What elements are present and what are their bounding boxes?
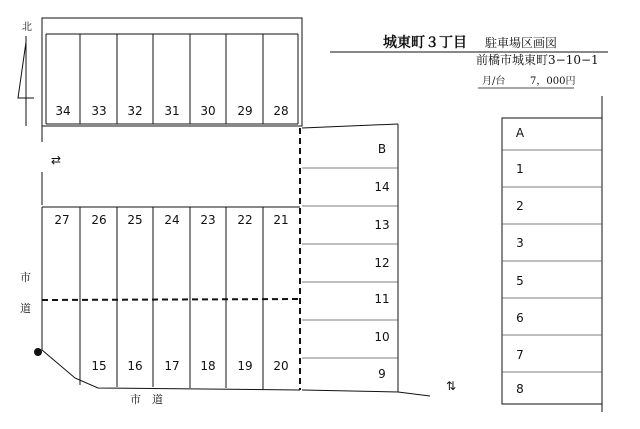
map-address: 前橋市城東町3−10−1 bbox=[476, 53, 599, 67]
middle-row-labels bbox=[54, 213, 288, 227]
lot-number: 8 bbox=[516, 382, 524, 396]
lot-number: 34 bbox=[55, 104, 71, 118]
lot-number: 32 bbox=[127, 104, 143, 118]
map-title: 城東町３丁目 bbox=[383, 35, 467, 51]
lot-number: 20 bbox=[273, 359, 289, 373]
lot-number: 22 bbox=[237, 213, 253, 227]
south-road-label: 市 道 bbox=[130, 393, 163, 406]
lot-number: 21 bbox=[273, 213, 289, 227]
lot-number: 1 bbox=[516, 162, 524, 176]
lot-number: 29 bbox=[237, 104, 253, 118]
lot-number: 6 bbox=[516, 311, 524, 325]
lot-number: 17 bbox=[164, 359, 180, 373]
lot-number: 3 bbox=[516, 236, 524, 250]
lot-number: 16 bbox=[127, 359, 143, 373]
north-label: 北 bbox=[22, 22, 32, 33]
lot-number: 18 bbox=[200, 359, 216, 373]
center-column-labels bbox=[374, 142, 389, 381]
entry-arrow-icon: ⇄ bbox=[51, 153, 62, 167]
lot-number: 26 bbox=[91, 213, 107, 227]
lot-number: 10 bbox=[374, 330, 390, 344]
map-subtitle: 駐車場区画図 bbox=[485, 36, 558, 50]
lot-number: 24 bbox=[164, 213, 180, 227]
west-road-label-2: 道 bbox=[20, 302, 31, 315]
north-arrow-icon bbox=[18, 21, 34, 126]
right-column-dividers bbox=[502, 150, 602, 372]
lot-number: 23 bbox=[200, 213, 216, 227]
lot-number: 12 bbox=[374, 256, 390, 270]
lot-number: 2 bbox=[516, 199, 524, 213]
lot-number: 33 bbox=[91, 104, 107, 118]
lot-number: 7 bbox=[516, 348, 524, 362]
lot-number: 25 bbox=[127, 213, 143, 227]
lot-number: 9 bbox=[378, 367, 386, 381]
lot-number: 11 bbox=[374, 292, 390, 306]
lot-number: 13 bbox=[374, 218, 390, 232]
lot-number: 14 bbox=[374, 180, 390, 194]
corner-marker-icon bbox=[34, 348, 42, 356]
lot-number: A bbox=[515, 126, 525, 140]
lot-number: 5 bbox=[516, 274, 524, 288]
lot-number: 27 bbox=[54, 213, 70, 227]
lot-number: 19 bbox=[237, 359, 253, 373]
lot-number: 15 bbox=[91, 359, 107, 373]
lot-number: 31 bbox=[164, 104, 180, 118]
price-value: 7，000円 bbox=[530, 76, 576, 87]
price-unit: 月/台 bbox=[482, 76, 506, 87]
dashed-boundaries bbox=[42, 128, 300, 390]
lot-number: 28 bbox=[273, 104, 289, 118]
lot-number: 30 bbox=[200, 104, 216, 118]
exit-arrow-icon: ⇅ bbox=[446, 379, 457, 393]
west-road-label-1: 市 bbox=[20, 271, 31, 284]
top-row-labels bbox=[55, 104, 288, 118]
lot-number: B bbox=[377, 142, 387, 156]
